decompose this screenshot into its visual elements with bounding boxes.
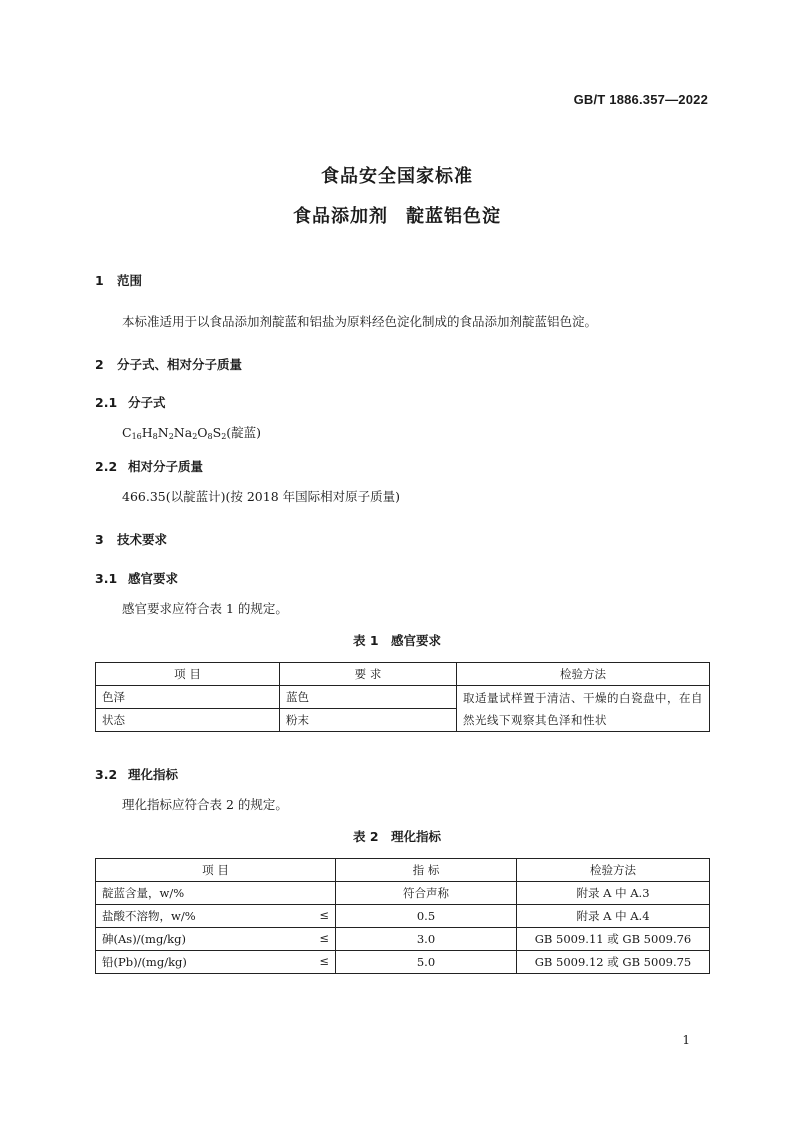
table-header-row (96, 663, 710, 686)
table-row (96, 882, 710, 905)
section-number: 2.2 (95, 459, 118, 474)
section-title: 技术要求 (117, 532, 168, 547)
title-part-b: 靛蓝铝色淀 (406, 206, 501, 227)
item-cell: 铅(Pb)/(mg/kg) ≤ (96, 951, 336, 974)
item-cell: 砷(As)/(mg/kg) ≤ (96, 928, 336, 951)
method-cell: GB 5009.12 或 GB 5009.75 (517, 951, 710, 974)
table-row (96, 928, 710, 951)
section-2-heading (95, 355, 242, 373)
section-3-2-heading (95, 765, 178, 783)
method-cell: 取适量试样置于清洁、干燥的白瓷盘中，在自然光线下观察其色泽和性状 (457, 686, 710, 732)
section-2-1-heading (95, 393, 166, 411)
table-header-cell: 项 目 (96, 859, 336, 882)
table-row (96, 905, 710, 928)
section-1-heading (95, 271, 142, 289)
section-title: 相对分子质量 (128, 459, 204, 474)
molecular-formula: $C_{16}H_8N_2Na_2O_8S_2$(靛蓝) (122, 425, 262, 441)
table-row (96, 951, 710, 974)
section-number: 2 (95, 357, 104, 372)
section-title: 理化指标 (128, 767, 179, 782)
section-title: 分子式 (128, 395, 166, 410)
section-number: 2.1 (95, 395, 118, 410)
operator: ≤ (319, 908, 329, 922)
method-cell: 附录 A 中 A.4 (517, 905, 710, 928)
table-header-cell: 要 求 (280, 663, 457, 686)
method-cell: GB 5009.11 或 GB 5009.76 (517, 928, 710, 951)
value-cell: 符合声称 (336, 882, 517, 905)
table-header-cell: 检验方法 (457, 663, 710, 686)
requirement-cell: 蓝色 (280, 686, 457, 709)
table-header-row (96, 859, 710, 882)
page-number: 1 (682, 1033, 690, 1047)
operator: ≤ (319, 954, 329, 968)
requirement-cell: 粉末 (280, 709, 457, 732)
section-number: 1 (95, 273, 104, 288)
table-2-physicochemical (95, 858, 710, 974)
value-cell: 3.0 (336, 928, 517, 951)
table-header-cell: 检验方法 (517, 859, 710, 882)
section-3-1-text: 感官要求应符合表 1 的规定。 (122, 601, 288, 616)
table-2-caption: 表 2 理化指标 (352, 829, 442, 844)
section-3-heading (95, 530, 167, 548)
item-cell: 靛蓝含量，w/% (96, 882, 336, 905)
document-title-line1: 食品安全国家标准 (321, 166, 473, 187)
value-cell: 0.5 (336, 905, 517, 928)
section-3-2-text: 理化指标应符合表 2 的规定。 (122, 797, 288, 812)
item-cell: 状态 (96, 709, 280, 732)
section-title: 感官要求 (128, 571, 179, 586)
table-1-sensory (95, 662, 710, 732)
section-number: 3.1 (95, 571, 118, 586)
section-3-1-heading (95, 569, 178, 587)
method-cell: 附录 A 中 A.3 (517, 882, 710, 905)
table-1-caption: 表 1 感官要求 (352, 633, 442, 648)
section-number: 3 (95, 532, 104, 547)
table-row (96, 686, 710, 709)
section-number: 3.2 (95, 767, 118, 782)
value-cell: 5.0 (336, 951, 517, 974)
operator: ≤ (319, 931, 329, 945)
molecular-mass-text: 466.35(以靛蓝计)(按 2018 年国际相对原子质量) (122, 489, 401, 504)
item-cell: 盐酸不溶物，w/% ≤ (96, 905, 336, 928)
title-part-a: 食品添加剂 (293, 206, 388, 227)
section-1-text: 本标准适用于以食品添加剂靛蓝和铝盐为原料经色淀化制成的食品添加剂靛蓝铝色淀。 (122, 314, 598, 329)
document-title-line2 (0, 202, 794, 228)
table-header-cell: 项 目 (96, 663, 280, 686)
section-title: 范围 (117, 273, 143, 288)
section-title: 分子式、相对分子质量 (117, 357, 243, 372)
item-cell: 色泽 (96, 686, 280, 709)
table-header-cell: 指 标 (336, 859, 517, 882)
section-2-2-heading (95, 457, 203, 475)
standard-number: GB/T 1886.357—2022 (573, 92, 708, 107)
